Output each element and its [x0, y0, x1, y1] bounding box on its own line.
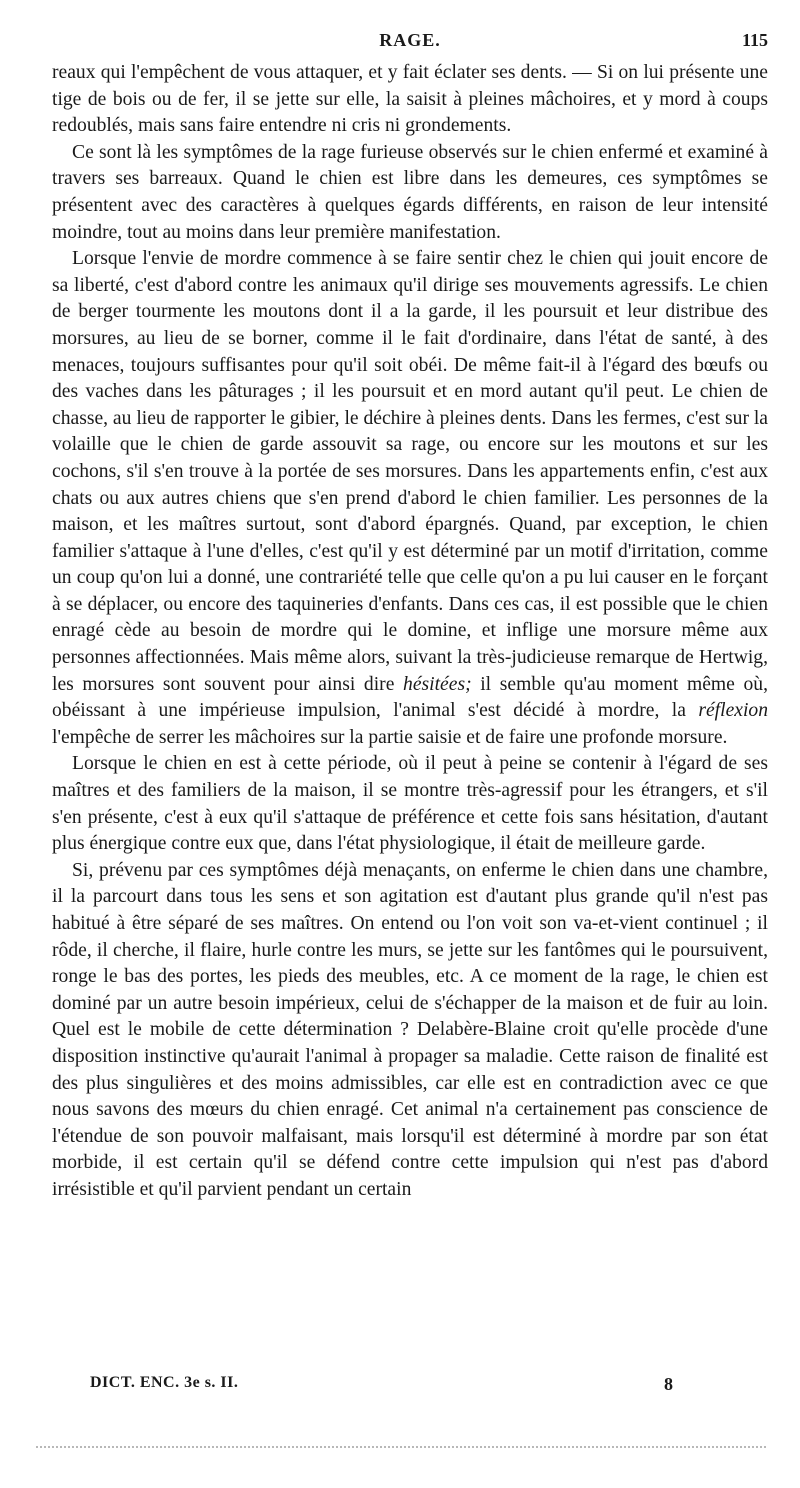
- running-title: RAGE.: [379, 30, 441, 50]
- paragraph: [52, 246, 768, 751]
- sheet-number: 8: [664, 1374, 673, 1394]
- page-number: 115: [741, 30, 768, 50]
- paragraph: reaux qui l'empêchent de vous attaquer, et y fait éclater ses dents. — Si on lui présente une tige de bois ou de fer, il se jette sur elle, la saisit à pleines mâchoires, et y mord à coups redoublés, mais sans faire entendre ni cris ni grondements.: [52, 62, 768, 137]
- page-footer: [90, 1374, 690, 1398]
- italic-term: hésitées;: [403, 673, 472, 695]
- italic-term: réflexion: [698, 700, 768, 722]
- paragraph-text: il semble qu'au moment même où, obéissant à une impérieuse impulsion, l'animal s'est décidé à mordre, la: [52, 673, 768, 722]
- paragraph: Lorsque le chien en est à cette période, où il peut à peine se contenir à l'égard de ses maîtres et des familiers de la maison, il se montre très-agressif pour les étrangers, et s'il s'en présente, c'est à eux qu'il s'attaque de préférence et cette fois sans hésitation, d'autant plus énergique contre eux que, dans l'état physiologique, il était de meilleure garde.: [52, 753, 768, 855]
- paragraph: Si, prévenu par ces symptômes déjà menaçants, on enferme le chien dans une chambre, il la parcourt dans tous les sens et son agitation est d'autant plus grande qu'il n'est pas habitué à être séparé de ses maîtres. On entend ou l'on voit son va-et-vient continuel ; il rôde, il cherche, il flaire, hurle contre les murs, se jette sur les fantômes qui le poursuivent, ronge le bas des portes, les pieds des meubles, etc. A ce moment de la rage, le chien est dominé par un autre besoin impérieux, celui de s'échapper de la maison et de fuir au loin. Quel est le mobile de cette détermination ? Delabère-Blaine croit qu'elle procède d'une disposition instinctive qu'aurait l'animal à propager sa maladie. Cette raison de finalité est des plus singulières et des moins admissibles, car elle est en contradiction avec ce que nous savons des mœurs du chien enragé. Cet animal n'a certainement pas conscience de l'étendue de son pouvoir malfaisant, mais lorsqu'il est déterminé à mordre par son état morbide, il est certain qu'il se défend contre cette impulsion qui n'est pas d'abord irrésistible et qu'il parvient pendant un certain: [52, 859, 768, 1200]
- body-text: [52, 60, 768, 1204]
- bottom-divider: [36, 1446, 766, 1448]
- paragraph: Ce sont là les symptômes de la rage furieuse observés sur le chien enfermé et examiné à travers ses barreaux. Quand le chien est libre dans les demeures, ces symptômes se présentent avec des caractères à quelques égards différents, en raison de leur intensité moindre, tout au moins dans leur première manifestation.: [52, 141, 768, 243]
- signature-mark: DICT. ENC. 3e s. II.: [90, 1374, 239, 1391]
- paragraph-text: Lorsque l'envie de mordre commence à se faire sentir chez le chien qui jouit encore de sa liberté, c'est d'abord contre les animaux qu'il dirige ses mouvements agressifs. Le chien de berger tourmente les moutons dont il a la garde, il les poursuit et leur distribue des morsures, au lieu de se borner, comme il le fait d'ordinaire, dans l'état de santé, à des menaces, toujours suffisantes pour qu'il soit obéi. De même fait-il à l'égard des bœufs ou des vaches dans les pâturages ; il les poursuit et en mord autant qu'il peut. Le chien de chasse, au lieu de rapporter le gibier, le déchire à pleines dents. Dans les fermes, c'est sur la volaille que le chien de garde assouvit sa rage, ou encore sur les moutons et sur les cochons, s'il s'en trouve à la portée de ses morsures. Dans les appartements enfin, c'est aux chats ou aux autres chiens que s'en prend d'abord le chien familier. Les personnes de la maison, et les maîtres surtout, sont d'abord épargnés. Quand, par exception, le chien familier s'attaque à l'une d'elles, c'est qu'il y est déterminé par un motif d'irritation, comme un coup qu'on lui a donné, une contrariété telle que celle qu'on a pu lui causer en le forçant à se déplacer, ou encore des taquineries d'enfants. Dans ces cas, il est possible que le chien enragé cède au besoin de mordre qui le domine, et inflige une morsure même aux personnes affectionnées. Mais même alors, suivant la très-judicieuse remarque de Hertwig, les morsures sont souvent pour ainsi dire: [52, 248, 769, 695]
- paragraph-text: l'empêche de serrer les mâchoires sur la partie saisie et de faire une profonde morsure.: [52, 726, 728, 748]
- page-header: [52, 30, 768, 56]
